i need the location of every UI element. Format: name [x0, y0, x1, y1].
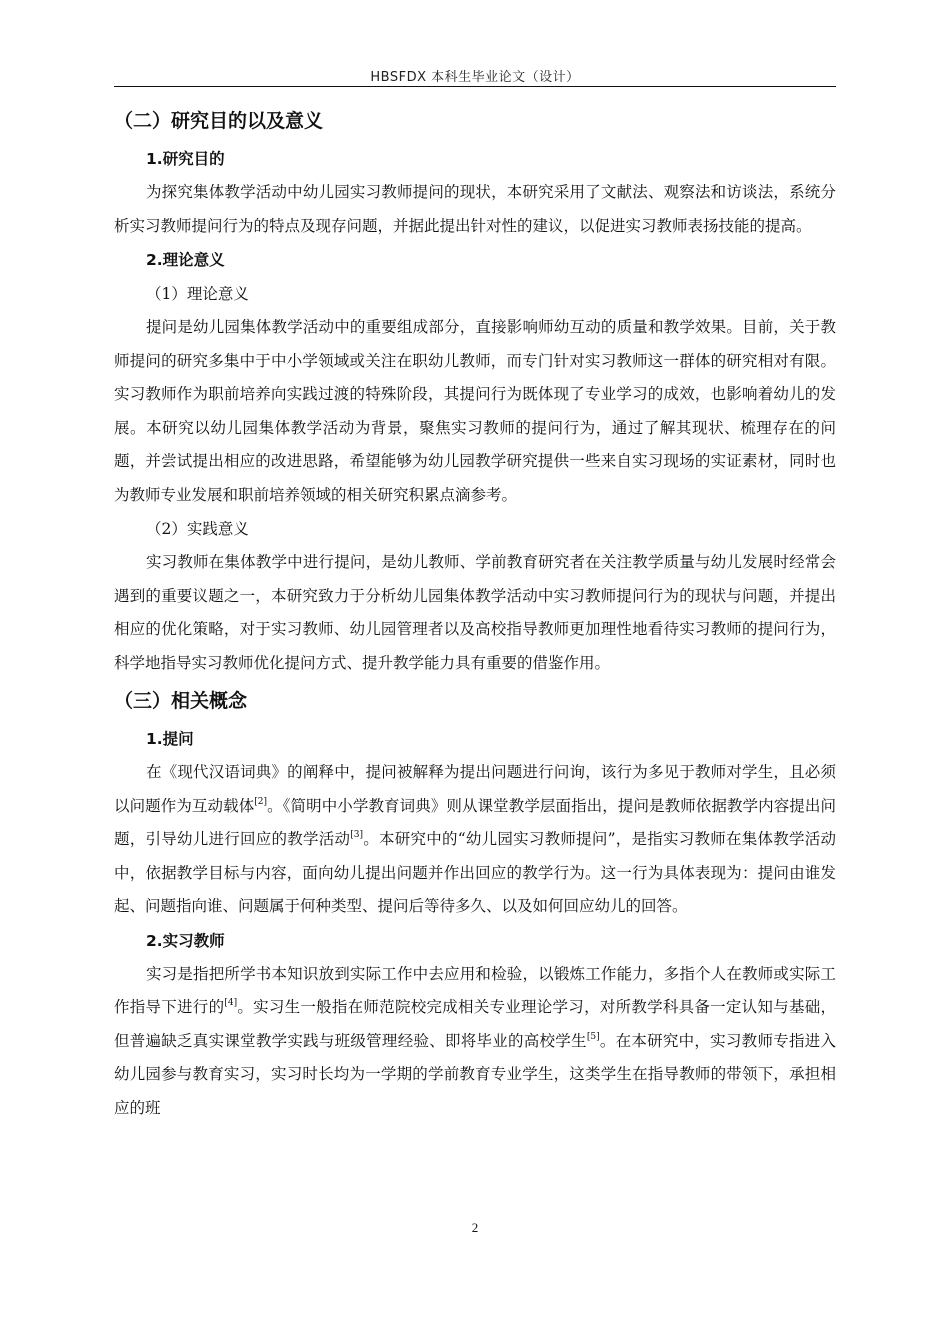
paragraph-questioning-definition: [114, 756, 836, 924]
citation-5: [5]: [586, 1031, 600, 1042]
section-heading-purpose-significance: （二）研究目的以及意义: [114, 110, 324, 132]
subheading-theoretical-significance: （1）理论意义: [146, 285, 249, 303]
subheading-questioning: 1.提问: [146, 730, 194, 748]
subheading-intern-teacher: 2.实习教师: [146, 931, 225, 950]
paragraph-practical-significance: 实习教师在集体教学中进行提问，是幼儿教师、学前教育研究者在关注教学质量与幼儿发展时经常会遇到的重要议题之一，本研究致力于分析幼儿园集体教学活动中实习教师提问行为的现状与问题，并提出相应的优化策略，对于实习教师、幼儿园管理者以及高校指导教师更加理性地看待实习教师的提问行为，科学地指导实习教师优化提问方式、提升教学能力具有重要的借鉴作用。: [114, 553, 836, 672]
subheading-practical-significance: （2）实践意义: [146, 520, 249, 538]
subheading-research-purpose: 1.研究目的: [146, 150, 225, 168]
intern-text-part3: 。在本研究中，实习教师专指进入幼儿园参与教育实习，实习时长均为一学期的学前教育专业学生，这类学生在指导教师的带领下，承担相应的班: [114, 1031, 836, 1117]
questioning-text-part2: 。《简明中小学教育词典》则从课堂教学层面指出，提问是教师依据教学内容提出问题，引导幼儿进行回应的教学活动: [114, 796, 836, 848]
intern-text-part2: 。实习生一般指在师范院校完成相关专业理论学习，对所教学科具备一定认知与基础，但普遍缺乏真实课堂教学实践与班级管理经验、即将毕业的高校学生: [114, 998, 836, 1050]
page-body: [114, 100, 836, 1125]
section-heading-related-concepts: （三）相关概念: [114, 690, 248, 712]
paragraph-research-purpose: 为探究集体教学活动中幼儿园实习教师提问的现状，本研究采用了文献法、观察法和访谈法，系统分析实习教师提问行为的特点及现存问题，并据此提出针对性的建议，以促进实习教师表扬技能的提高。: [114, 183, 836, 235]
subheading-significance: 2.理论意义: [146, 251, 225, 269]
paragraph-intern-teacher-definition: [114, 958, 836, 1126]
running-header: HBSFDX 本科生毕业论文（设计）: [370, 70, 580, 85]
questioning-text-part1: 在《现代汉语词典》的阐释中，提问被解释为提出问题进行问询，该行为多见于教师对学生，且必须以问题作为互动载体: [114, 763, 836, 815]
paragraph-theoretical-significance: 提问是幼儿园集体教学活动中的重要组成部分，直接影响师幼互动的质量和教学效果。目前，关于教师提问的研究多集中于中小学领域或关注在职幼儿教师，而专门针对实习教师这一群体的研究相对有限。实习教师作为职前培养向实践过渡的特殊阶段，其提问行为既体现了专业学习的成效，也影响着幼儿的发展。本研究以幼儿园集体教学活动为背景，聚焦实习教师的提问行为，通过了解其现状、梳理存在的问题，并尝试提出相应的改进思路，希望能够为幼儿园教学研究提供一些来自实习现场的实证素材，同时也为教师专业发展和职前培养领域的相关研究积累点滴参考。: [114, 318, 836, 504]
citation-4: [4]: [224, 998, 238, 1008]
citation-2: [2]: [254, 796, 268, 807]
header-divider: [114, 86, 836, 87]
citation-3: [3]: [350, 830, 363, 840]
intern-text-part1: 实习是指把所学书本知识放到实际工作中去应用和检验，以锻炼工作能力，多指个人在教师或实际工作指导下进行的: [114, 964, 836, 1016]
questioning-text-part3: 。本研究中的“幼儿园实习教师提问”，是指实习教师在集体教学活动中，依据教学目标与内容，面向幼儿提出问题并作出回应的教学行为。这一行为具体表现为：提问由谁发起、问题指向谁、问题属于何种类型、提问后等待多久、以及如何回应幼儿的回答。: [114, 830, 836, 915]
page-number: 2: [471, 1220, 479, 1235]
